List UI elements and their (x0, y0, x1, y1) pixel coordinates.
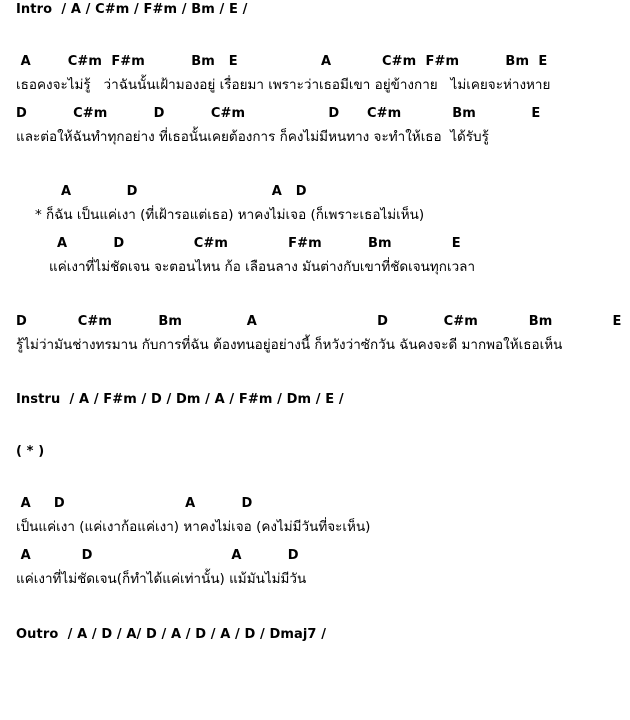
bridge-chords: D C#m Bm A D C#m Bm E (16, 314, 622, 329)
chorus-lyric-2: แค่เงาที่ไม่ชัดเจน จะตอนไหน ก้อ เลือนลาง มันต่างกับเขาที่ชัดเจนทุกเวลา (49, 259, 476, 275)
repeat-marker: ( * ) (16, 444, 45, 459)
chorus-lyric-1: * ก็ฉัน เป็นแค่เงา (ที่เฝ้ารอแต่เธอ) หาคงไม่เจอ (ก็เพราะเธอไม่เห็น) (35, 207, 425, 223)
verse1-chords: A C#m F#m Bm E A C#m F#m Bm E (16, 54, 548, 69)
chorus-chords-1: A D A D (61, 184, 307, 199)
outro-line: Outro / A / D / A/ D / A / D / A / D / Dmaj7 / (16, 627, 327, 642)
intro-line: Intro / A / C#m / F#m / Bm / E / (16, 2, 248, 17)
ending-chords-1: A D A D (16, 496, 253, 511)
verse2-chords: D C#m D C#m D C#m Bm E (16, 106, 541, 121)
bridge-lyric: รู้ไม่ว่ามันช่างทรมาน กับการที่ฉัน ต้องทนอยู่อย่างนี้ ก็หวังว่าซักวัน ฉันคงจะดี มากพอให้เธอเห็น (16, 337, 563, 353)
ending-lyric-2: แค่เงาที่ไม่ชัดเจน(ก็ทำได้แค่เท่านั้น) แม้มันไม่มีวัน (16, 571, 307, 587)
verse1-lyric: เธอคงจะไม่รู้ ว่าฉันนั้นเฝ้ามองอยู่ เรื่อยมา เพราะว่าเธอมีเขา อยู่ข้างกาย ไม่เคยจะห่างหาย (16, 77, 551, 93)
ending-chords-2: A D A D (16, 548, 299, 563)
ending-lyric-1: เป็นแค่เงา (แค่เงาก้อแค่เงา) หาคงไม่เจอ (คงไม่มีวันที่จะเห็น) (16, 519, 371, 535)
verse2-lyric: และต่อให้ฉันทำทุกอย่าง ที่เธอนั้นเคยต้องการ ก็คงไม่มีหนทาง จะทำให้เธอ ได้รับรู้ (16, 129, 489, 145)
instru-line: Instru / A / F#m / D / Dm / A / F#m / Dm / E / (16, 392, 344, 407)
chorus-chords-2: A D C#m F#m Bm E (57, 236, 461, 251)
